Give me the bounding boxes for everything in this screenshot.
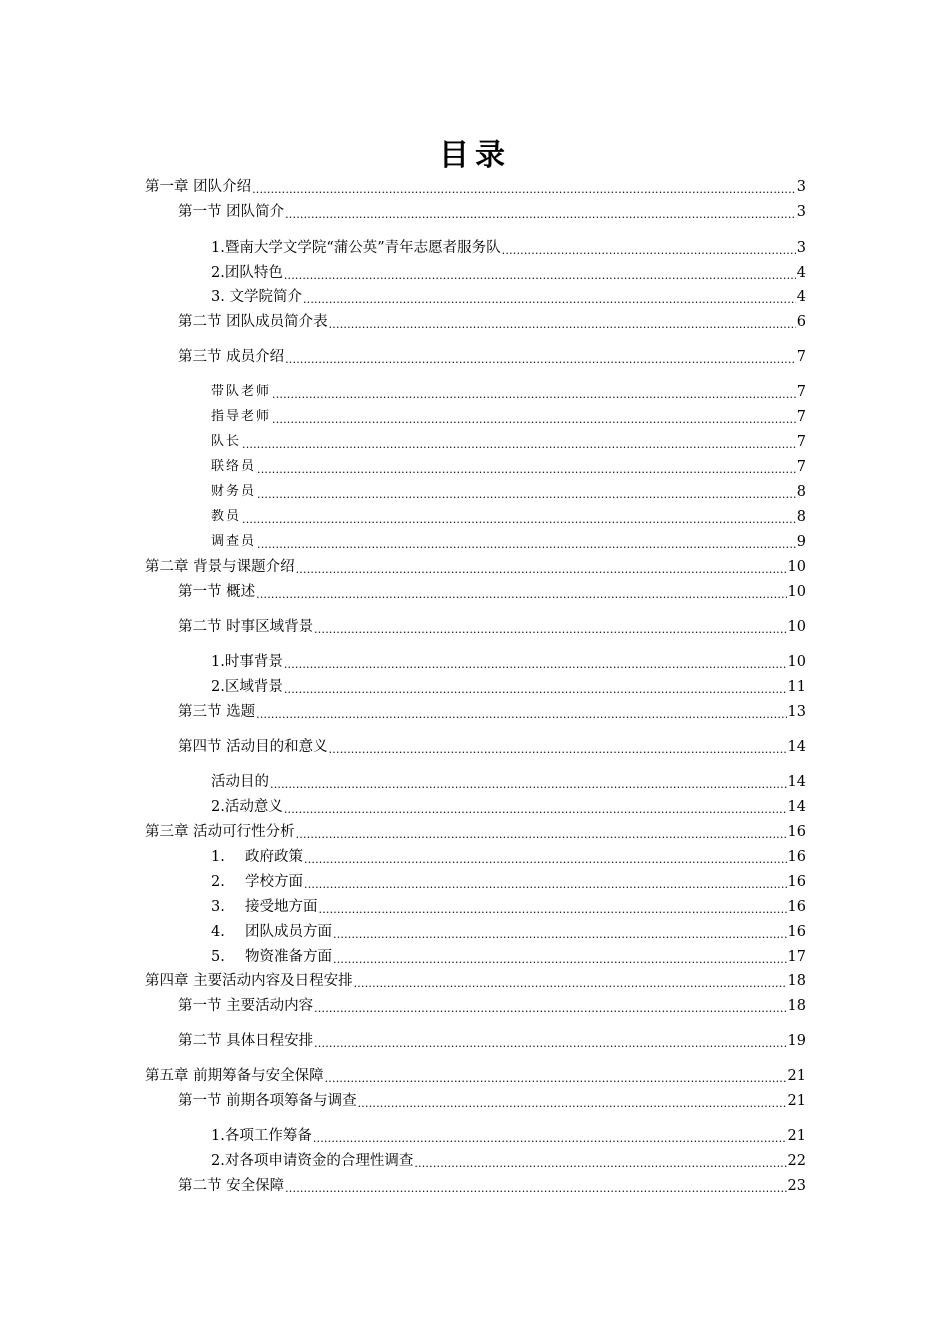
dot-leader [304, 871, 787, 893]
item-text: 政府政策 [245, 849, 303, 865]
dot-leader [296, 821, 787, 843]
toc-entry-section[interactable] [178, 311, 806, 333]
dot-leader [358, 1090, 787, 1112]
toc-page-number: 10 [787, 619, 806, 635]
toc-label: 3. 文学院简介 [211, 289, 302, 305]
toc-entry-section[interactable] [178, 346, 806, 368]
toc-page-number: 22 [787, 1153, 806, 1169]
dot-leader [252, 176, 796, 198]
toc-label: 第二节 团队成员简介表 [178, 314, 328, 330]
toc-entry-item[interactable] [211, 1150, 806, 1172]
dot-leader [314, 616, 786, 638]
dot-leader [296, 556, 787, 578]
toc-label [211, 946, 332, 968]
toc-page-number: 10 [787, 559, 806, 575]
dot-leader [325, 1065, 787, 1087]
toc-entry-item[interactable] [211, 262, 806, 284]
dot-leader [502, 237, 796, 259]
toc-entry-item[interactable] [211, 286, 806, 308]
toc-label [211, 846, 303, 868]
toc-label: 1.各项工作筹备 [211, 1128, 312, 1144]
toc-page-number: 18 [787, 973, 806, 989]
dot-leader [333, 921, 787, 943]
toc-label: 第二节 时事区域背景 [178, 619, 314, 635]
toc-label: 第三节 成员介绍 [178, 349, 285, 365]
toc-entry-item[interactable] [211, 871, 806, 893]
toc-label: 调查员 [211, 534, 257, 549]
dot-leader [257, 481, 796, 503]
dot-leader [313, 1125, 787, 1147]
dot-leader [285, 346, 796, 368]
toc-label: 队长 [211, 434, 242, 449]
dot-leader [284, 262, 796, 284]
dot-leader [285, 201, 796, 223]
toc-entry-item[interactable] [211, 771, 806, 793]
dot-leader [284, 651, 787, 673]
toc-entry-section[interactable] [178, 616, 806, 638]
toc-entry-item[interactable] [211, 237, 806, 259]
toc-label: 第四节 活动目的和意义 [178, 739, 328, 755]
dot-leader [333, 946, 787, 968]
toc-label: 指导老师 [211, 409, 272, 424]
item-number: 5. [211, 949, 225, 965]
toc-entry-item[interactable] [211, 796, 806, 818]
toc-page-number: 21 [787, 1128, 806, 1144]
dot-leader [304, 846, 787, 868]
toc-label: 财务员 [211, 484, 257, 499]
toc-label: 第一节 团队简介 [178, 204, 285, 220]
toc-entry-chapter-3[interactable] [145, 821, 806, 843]
dot-leader [329, 311, 796, 333]
toc-page-number: 7 [796, 384, 806, 400]
dot-leader [303, 286, 796, 308]
item-number: 3. [211, 899, 225, 915]
toc-label: 2.对各项申请资金的合理性调查 [211, 1153, 414, 1169]
toc-page-number: 18 [787, 998, 806, 1014]
toc-label: 2.区域背景 [211, 679, 283, 695]
item-number: 4. [211, 924, 225, 940]
toc-label: 第二节 安全保障 [178, 1178, 285, 1194]
toc-page-number: 11 [787, 679, 806, 695]
toc-entry-item[interactable] [211, 431, 806, 453]
toc-entry-section[interactable] [178, 581, 806, 603]
toc-entry-item[interactable] [211, 921, 806, 943]
toc-entry-section[interactable] [178, 701, 806, 723]
toc-label: 2.活动意义 [211, 799, 283, 815]
toc-entry-item[interactable] [211, 946, 806, 968]
toc-label: 1.暨南大学文学院“蒲公英”青年志愿者服务队 [211, 240, 501, 256]
toc-entry-item[interactable] [211, 1125, 806, 1147]
dot-leader [354, 970, 787, 992]
toc-label: 带队老师 [211, 384, 272, 399]
toc-label: 1.时事背景 [211, 654, 283, 670]
toc-page-number: 4 [796, 289, 806, 305]
toc-entry-item[interactable] [211, 406, 806, 428]
toc-page-number: 14 [787, 799, 806, 815]
dot-leader [284, 796, 787, 818]
toc-page-number: 3 [796, 240, 806, 256]
toc-page-number: 13 [787, 704, 806, 720]
item-number: 1. [211, 849, 225, 865]
toc-page-number: 16 [787, 924, 806, 940]
toc-label: 联络员 [211, 459, 257, 474]
toc-page-number: 21 [787, 1093, 806, 1109]
dot-leader [329, 736, 787, 758]
toc-page-number: 10 [787, 584, 806, 600]
toc-entry-item[interactable] [211, 531, 806, 553]
dot-leader [257, 531, 796, 553]
dot-leader [257, 456, 796, 478]
item-number: 2. [211, 874, 225, 890]
dot-leader [285, 1175, 786, 1197]
toc-page-number: 19 [787, 1033, 806, 1049]
dot-leader [242, 506, 796, 528]
dot-leader [242, 431, 796, 453]
toc-page-number: 16 [787, 874, 806, 890]
toc-page-number: 7 [796, 434, 806, 450]
toc-entry-item[interactable] [211, 846, 806, 868]
item-text: 学校方面 [245, 874, 303, 890]
dot-leader [256, 701, 786, 723]
toc-entry-item[interactable] [211, 481, 806, 503]
toc-label: 第二章 背景与课题介绍 [145, 559, 295, 575]
toc-page-number: 21 [787, 1068, 806, 1084]
toc-entry-section[interactable] [178, 201, 806, 223]
toc-entry-section[interactable] [178, 1175, 806, 1197]
toc-page-number: 16 [787, 899, 806, 915]
toc-entry-section[interactable] [178, 995, 806, 1017]
dot-leader [256, 581, 786, 603]
toc-entry-item[interactable] [211, 456, 806, 478]
toc-label: 第一节 前期各项筹备与调查 [178, 1093, 357, 1109]
toc-entry-item[interactable] [211, 381, 806, 403]
item-text: 团队成员方面 [245, 924, 332, 940]
toc-label: 教员 [211, 509, 242, 524]
toc-page-number: 16 [787, 824, 806, 840]
toc-page-number: 4 [796, 265, 806, 281]
toc-entry-section[interactable] [178, 1030, 806, 1052]
toc-label: 第三章 活动可行性分析 [145, 824, 295, 840]
toc-label [211, 896, 318, 918]
toc-label: 第三节 选题 [178, 704, 256, 720]
toc-page-number: 23 [787, 1178, 806, 1194]
toc-label: 第一章 团队介绍 [145, 179, 252, 195]
toc-label: 活动目的 [211, 774, 269, 790]
dot-leader [314, 1030, 786, 1052]
toc-page-number: 14 [787, 774, 806, 790]
toc-label: 第一节 概述 [178, 584, 256, 600]
toc-label: 第二节 具体日程安排 [178, 1033, 314, 1049]
toc-entry-section[interactable] [178, 736, 806, 758]
toc-page-number: 8 [796, 484, 806, 500]
toc-page-number: 16 [787, 849, 806, 865]
toc-page-number: 3 [796, 204, 806, 220]
toc-page-number: 7 [796, 409, 806, 425]
toc-entry-item[interactable] [211, 676, 806, 698]
dot-leader [272, 406, 796, 428]
dot-leader [284, 676, 787, 698]
dot-leader [270, 771, 787, 793]
toc-label: 第五章 前期筹备与安全保障 [145, 1068, 324, 1084]
toc-label: 第一节 主要活动内容 [178, 998, 314, 1014]
toc-page-number: 3 [796, 179, 806, 195]
toc-page-number: 8 [796, 509, 806, 525]
dot-leader [319, 896, 787, 918]
toc-entry-item[interactable] [211, 896, 806, 918]
toc-label [211, 921, 332, 943]
toc-entry-chapter-1[interactable] [145, 176, 806, 198]
toc-page-number: 7 [796, 349, 806, 365]
toc-page-number: 17 [787, 949, 806, 965]
item-text: 接受地方面 [245, 899, 318, 915]
toc-entry-chapter-2[interactable] [145, 556, 806, 578]
toc-page-number: 6 [796, 314, 806, 330]
toc-page-number: 10 [787, 654, 806, 670]
toc-label: 2.团队特色 [211, 265, 283, 281]
toc-label: 第四章 主要活动内容及日程安排 [145, 973, 353, 989]
toc-page-number: 9 [796, 534, 806, 550]
toc-entry-chapter-4[interactable] [145, 970, 806, 992]
toc-page-number: 7 [796, 459, 806, 475]
toc-entry-item[interactable] [211, 506, 806, 528]
toc-entry-chapter-5[interactable] [145, 1065, 806, 1087]
toc-entry-section[interactable] [178, 1090, 806, 1112]
toc-page-number: 14 [787, 739, 806, 755]
dot-leader [414, 1150, 786, 1172]
item-text: 物资准备方面 [245, 949, 332, 965]
dot-leader [272, 381, 796, 403]
toc-label [211, 871, 303, 893]
toc-title: 目录 [439, 138, 511, 173]
dot-leader [314, 995, 786, 1017]
toc-entry-item[interactable] [211, 651, 806, 673]
